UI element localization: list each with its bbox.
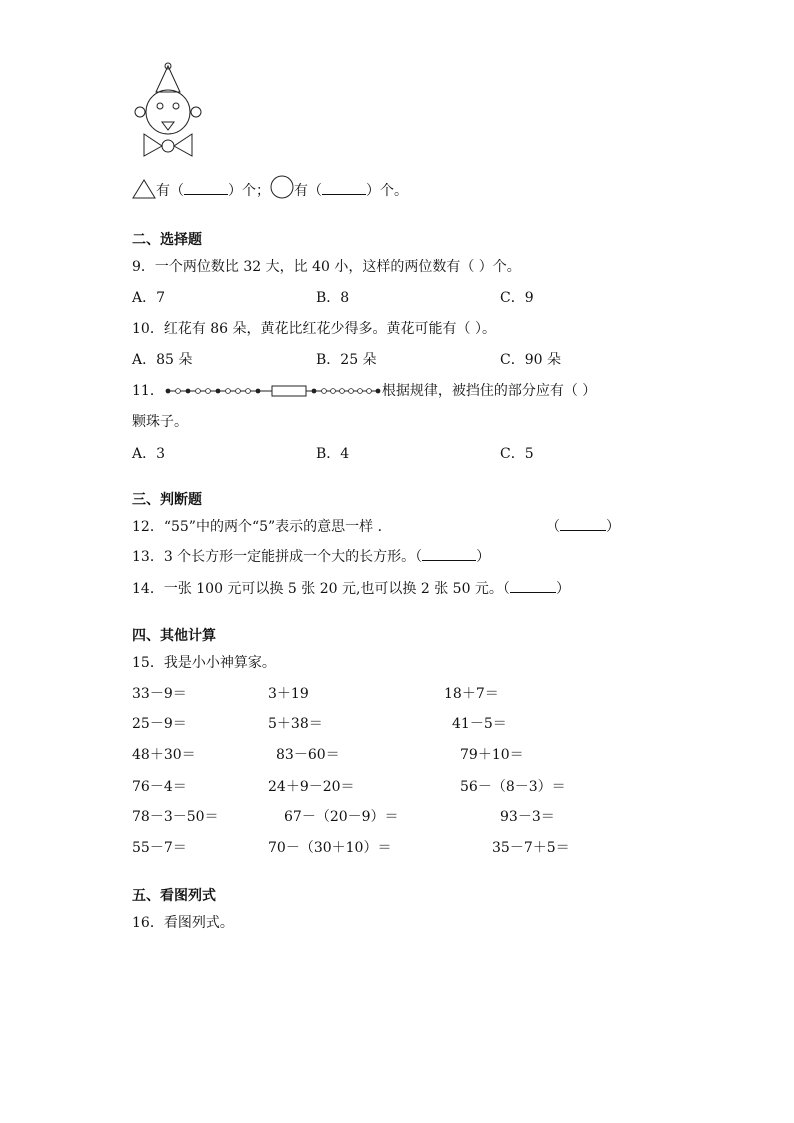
triangle-icon: [132, 179, 156, 199]
calc-item: 25－9＝: [132, 716, 187, 732]
calc-item: 33－9＝: [132, 686, 187, 702]
figure-count-line: 有（ ）个； 有（ ）个。: [132, 175, 408, 200]
q14-answer-blank[interactable]: [510, 580, 556, 593]
q11-text-cont: 颗珠子。: [132, 414, 188, 430]
q9-option-b[interactable]: B．8: [316, 290, 350, 306]
calc-item: 48＋30＝: [132, 747, 196, 763]
q11-option-a[interactable]: A．3: [132, 446, 166, 462]
q11-option-c[interactable]: C．5: [500, 446, 534, 462]
calc-item: 70－（30＋10）＝: [268, 840, 392, 856]
section-calc-title: 四、其他计算: [132, 628, 216, 644]
calc-item: 35－7＋5＝: [492, 840, 570, 856]
q9-option-c[interactable]: C．9: [500, 290, 534, 306]
clown-figure: [128, 62, 208, 158]
calc-item: 41－5＝: [452, 716, 507, 732]
calc-item: 55－7＝: [132, 840, 187, 856]
calc-item: 76－4＝: [132, 779, 187, 795]
calc-item: 56－（8－3）＝: [460, 779, 566, 795]
calc-item: 78－3－50＝: [132, 809, 219, 825]
calc-item: 5＋38＝: [268, 716, 323, 732]
q9-text: 9．一个两位数比 32 大，比 40 小，这样的两位数有（ ）个。: [132, 259, 521, 275]
q14-line: 14．一张 100 元可以换 5 张 20 元,也可以换 2 张 50 元。（ ）: [132, 581, 570, 597]
q13-line: 13．3 个长方形一定能拼成一个大的长方形。（ ）: [132, 549, 491, 565]
bead-string-figure: [164, 385, 382, 397]
triangle-count-blank[interactable]: [184, 182, 228, 195]
q12-answer: （ ）: [546, 519, 620, 535]
calc-item: 93－3＝: [500, 809, 555, 825]
section-judge-title: 三、判断题: [132, 492, 202, 508]
q13-answer-blank[interactable]: [422, 548, 476, 561]
q10-option-a[interactable]: A．85 朵: [132, 352, 193, 368]
q12-text: 12．“55”中的两个“5”表示的意思一样 ．: [132, 519, 392, 535]
q10-text: 10．红花有 86 朵，黄花比红花少得多。黄花可能有（ ）。: [132, 321, 496, 337]
circle-icon: [270, 175, 294, 199]
q16-text: 16．看图列式。: [132, 915, 234, 931]
q10-option-c[interactable]: C．90 朵: [500, 352, 561, 368]
section-choice-title: 二、选择题: [132, 232, 202, 248]
calc-item: 83－60＝: [276, 747, 340, 763]
circle-count-blank[interactable]: [322, 182, 366, 195]
q15-text: 15．我是小小神算家。: [132, 655, 276, 671]
q10-option-b[interactable]: B．25 朵: [316, 352, 377, 368]
q11-option-b[interactable]: B．4: [316, 446, 350, 462]
calc-item: 79＋10＝: [460, 747, 524, 763]
section-picture-title: 五、看图列式: [132, 888, 216, 904]
q9-option-a[interactable]: A．7: [132, 290, 166, 306]
calc-item: 67－（20－9）＝: [284, 809, 399, 825]
q12-answer-blank[interactable]: [560, 518, 606, 531]
calc-item: 3＋19: [268, 686, 309, 702]
calc-item: 18＋7＝: [444, 686, 499, 702]
q11-line: 11． 根据规律，被挡住的部分应有（ ）: [132, 383, 597, 399]
calc-item: 24＋9－20＝: [268, 779, 355, 795]
